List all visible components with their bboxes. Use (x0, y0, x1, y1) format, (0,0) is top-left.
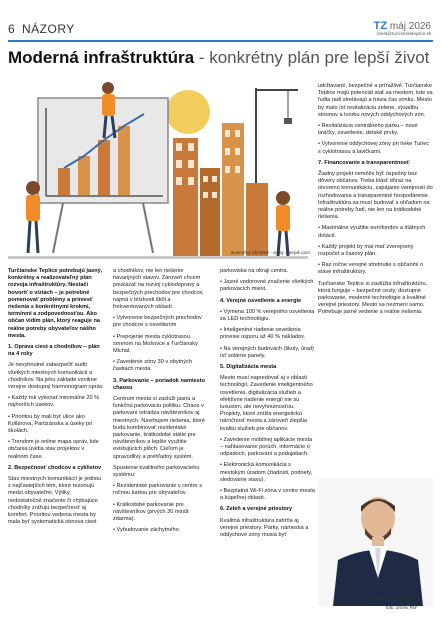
article-title (8, 48, 438, 68)
article-column-1 (8, 268, 104, 531)
section-title: NÁZORY (22, 22, 75, 36)
article-column-3 (220, 268, 316, 543)
paragraph: udržiavané, bezpečné a príťažlivé. Turčianske Teplice majú potenciál stať sa mestom, kde sa ľudia radi stretávajú a trávia čas vonku. Mesto by malo ísť revitalizáciu zelene, výsadbu stromov a tvorbu nových oddychových zón. (318, 83, 433, 118)
section-heading: 4. Verejné osvetlenie a energie (220, 297, 302, 304)
section-heading: 5. Digitalizácia mesta (220, 364, 277, 371)
article-column-4 (318, 83, 433, 321)
bullet-item: • Výmena 100 % verejného osvetlenia za LED technológiu. (220, 308, 315, 323)
paragraph: Mesto musí napredovať aj v oblasti technológií. Zavedenie inteligentného osvetlenia, digitalizácia služieb a efektívne riadenie energií nie sú luxusom, ale nevyhnutnosťou. Projekty, ktoré znížia energetickú náročnosť mesta a zároveň zlepšia kvalitu služieb pre občanov. (220, 375, 313, 432)
bullet-item: • Prepojenie mesta cyklotrasou smerom na Mošovce a Turčiansky Michal. (113, 333, 198, 355)
bullet-item: • Každý rok vykonať minimálne 20 % najhorších úsekov. (8, 395, 100, 409)
title-rest: - konkrétny plán pre lepší život (194, 48, 430, 67)
bullet-item: • Revitalizácia centrálneho parku – nové lavičky, osvetlenie, detské prvky. (318, 123, 418, 137)
header-divider (8, 40, 433, 42)
paragraph: Spustenie kvalitného parkovacieho systému: (113, 464, 200, 479)
bullet-item: • Každý projekt by mal mať zverejnený rozpočet a časový plán. (318, 243, 414, 258)
bullet-item: • Bezplatná Wi-Fi zóna v centre mesta a kúpeľnej oblasti. (220, 488, 315, 502)
bullet-item: • Jasné vodorovné značenie všetkých parkovacích miest. (220, 279, 314, 293)
article-illustration (8, 68, 308, 266)
bullet-item: • Rezidentské parkovanie v centre s ročnou kartou pre obyvateľov. (113, 483, 203, 497)
paragraph: a chodníkov, nie len riešenie havarijných stavov. Zároveň chcem poukázať na rozvoj cyklodopravy a bezpečných prechodov pre chodcov, najmä v blízkosti škôl a frekventovaných oblastí. (113, 268, 204, 311)
title-bold: Moderná infraštruktúra (8, 48, 195, 67)
bullet-item: • Raz ročne verejné stretnutie s občanmi o stave infraštruktúry. (318, 262, 424, 276)
section-heading: 7. Financovanie a transparentnosť (318, 159, 410, 166)
section-heading: 6. Zeleň a verejné priestory (220, 506, 293, 513)
bullet-item: • Maximálne využitie eurofondov a štátnych dotácií. (318, 225, 426, 239)
paragraph: parkoviska na okraji centra. (220, 268, 289, 274)
author-photo (318, 478, 433, 606)
bullet-item: • Vytvorenie oddychovej zóny pri rieke Turiec s cyklotrasou a lavičkami. (318, 141, 430, 155)
illustration-caption: ilustračný obrázok - zdroj: freepik.com (231, 250, 310, 255)
paragraph: Je nevyhnutné zabezpečiť audit všetkých miestnych komunikácií a chodníkov. Na jeho základe vznikne verejne dostupný harmonogram opráv. (8, 362, 104, 391)
page-number: 6 (8, 22, 15, 36)
section-heading: 1. Oprava ciest a chodníkov – plán na 4 roky (8, 344, 100, 358)
bullet-item: • Vytvorenie bezpečných prechodov pre chodcov s osvetlením (113, 315, 202, 329)
bullet-item: • Trendom je online mapa opráv, kde občania uvidia stav projektov v reálnom čase. (8, 439, 99, 460)
bullet-item: • Krátkodobé parkovanie pre návštevníkov (prvých 30 minút zdarma). (113, 501, 189, 523)
bullet-item: • Inteligentné riadenie osvetlenia prinesie úsporu až 40 % nákladov. (220, 327, 306, 341)
issue-date: máj 2026 (389, 21, 431, 32)
bullet-item: • Na verejných budovách (školy, úrad) ísť solárne panely. (220, 345, 314, 359)
article-column-2 (113, 268, 210, 539)
paragraph: Žiadny projekt nemôže byť úspešný bez dôvery občanov. Treba klásť dôraz na otvorenú komunikáciu, zapájanie verejnosti do rozhodovania a transparentné hospodárenie. Infraštruktúra sa musí budovať s ohľadom na reálne potreby ľudí, nie len na krátkodobé riešenia. (318, 171, 433, 221)
lead-paragraph: Turčianske Teplice potrebujú jasný, konkrétny a realizovateľný plán rozvoja infraštruktúry. Nestačí hovoriť o víziách – je potrebné pomenovať problémy a priniesť riešenia s konkrétnymi krokmi, termínmi a zodpovednosťou. Ako občan vidím plán, ktorý reaguje na reálne potreby obyvateľov nášho mesta. (8, 268, 103, 339)
bullet-item: • Prioritou by mali byť ulice ako Kollárova, Partizánska a úseky pri školách. (8, 413, 93, 435)
section-heading: 2. Bezpečnosť chodcov a cyklistov (8, 464, 102, 471)
masthead-email[interactable]: zvest@turciansketeplice.sk (376, 31, 431, 36)
paragraph: Centrum mesta si zaslúži jasnú a funkčnú parkovaciu politiku. Chaos v parkovaní odrádza návštevníkov aj miestnych. Navrhujem riešenia, ktoré budú kombinovať rezidentské parkovanie, krátkodobé státie pre návštevníkov a lepšie využitie existujúcich plôch. Cieľom je spravodlivý a prehľadný systém. (113, 396, 206, 460)
section-heading: 3. Parkovanie – poriadok namiesto chaosu (113, 377, 206, 391)
photo-caption-name: P. Makový, občan mesta (370, 596, 419, 601)
paragraph: Kvalitná infraštruktúra zahŕňa aj verejné priestory. Parky, námestia a oddychové zóny musia byť (220, 517, 309, 539)
bullet-item: • Elektronická komunikácia s mestským úradom (žiadosti, podnety, sledovanie stavu). (220, 462, 313, 483)
photo-caption-credit: foto: archív RM (386, 605, 417, 610)
paragraph: Stav miestnych komunikácií je jednou z najčastejších tém, ktoré rezonujú medzi obyvateľmi. Výtlky, nedostatočné značenie či chýbajúce chodníky znižujú bezpečnosť aj komfort. Prioritou vedenia mesta by mala byť systematická obnova ciest (8, 476, 102, 526)
brand-logo: TZ (373, 20, 388, 32)
bullet-item: • Zavedenie zóny 30 v obytných častiach mesta. (113, 359, 193, 373)
bullet-item: • Zavedenie mobilnej aplikácie mesta – nahlasovanie porúch, informácie o odpadoch, parkovaní a podujatiach. (220, 436, 313, 458)
paragraph: Turčianske Teplice si zaslúžia infraštruktúru, ktorá funguje – bezpečné cesty, dostupné parkovanie, moderné technológie a kvalitné verejné priestory. Mesto sa nezmení samo. Potrebuje jasné vedenie a reálne riešenia. (318, 280, 428, 316)
bullet-item: • Vybudovanie záchytného (113, 527, 179, 534)
